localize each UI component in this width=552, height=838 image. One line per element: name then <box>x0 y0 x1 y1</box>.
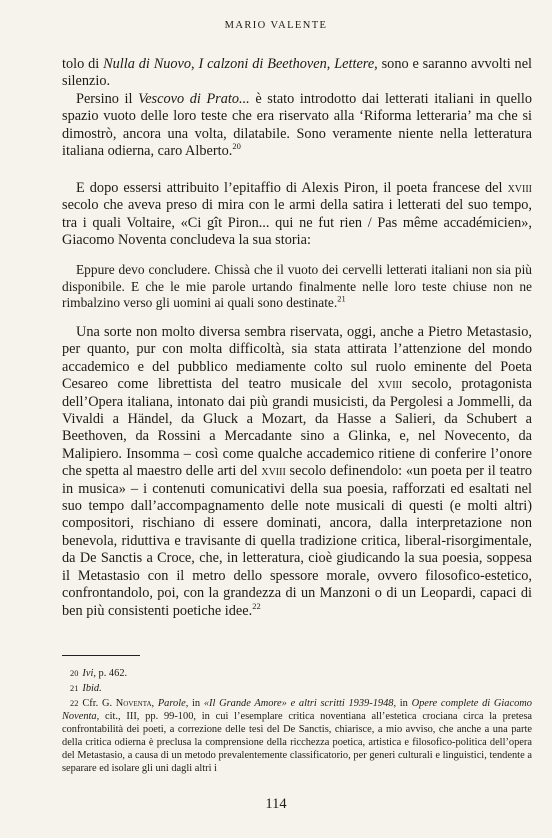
paragraph-4: Una sorte non molto diversa sembra riservata, oggi, anche a Pietro Metastasio, per quanto, pur con molta difficoltà, sia stata attirata l’attenzione del mondo accademico e del pubblico mediamente colto sul ruolo eminente del Poeta Cesareo come librettista del teatro musicale del xviii secolo, protagonista dell’Opera italiana, intonato dai più grandi musicisti, da Pergolesi a Jommelli, da Vivaldi a Händel, da Gluck a Mozart, da Hasse a Salieri, da Schubert a Beethoven, da Rossini a Mercadante sino a Glinka, e, nel Novecento, da Malipiero. Insomma – così come qualche accademico ritiene di conferire l’onore che spetta al maestro delle arti del xviii secolo definendolo: «un poeta per il teatro in musica» – i contenuti comunicativi della sua poesia, rafforzati ed esaltati nel suo tempo dall’accompagnamento delle note musicali di questi (e molti altri) compositori, rischiano di essere dominati, ancora, dalla interpretazione non benevola, riduttiva e travisante di quella tradizione critica, liberal-risorgimentale, da De Sanctis a Croce, che, in letteratura, cioè giudicando la sua poesia, soppesa il Metastasio con il metro dello spessore morale, ovvero filosofico-estetico, confrontandolo, poi, con la grandezza di un Manzoni o di un Leopardi, capaci di ben più consistenti poetiche idee.$^{22}$ <box>62 324 532 619</box>
footnote-20: 20 Ivi, p. 462. <box>70 668 128 679</box>
footnote-ref-22: 22 <box>252 600 261 611</box>
main-text-top <box>62 56 532 160</box>
paragraph-3: E dopo essersi attribuito l’epitaffio di Alexis Piron, il poeta francese del xviii secolo che aveva preso di mira con le armi della satira i letterati del suo tempo, tra i quali Voltaire, «Ci gît Piron... qui ne fut rien / Pas même accadémicien», Giacomo Noventa concludeva la sua storia: <box>62 180 532 249</box>
paragraph-1: tolo di Nulla di Nuovo, I calzoni di Beethoven, Lettere, sono e saranno avvolti nel silenzio. <box>62 56 533 90</box>
main-text-bottom <box>62 324 532 620</box>
running-head: MARIO VALENTE <box>224 20 328 31</box>
footnote-21: 21 Ibid. <box>70 683 102 694</box>
footnote-divider <box>62 655 140 656</box>
main-text-middle <box>62 180 532 250</box>
footnote-ref-21: 21 <box>337 293 346 304</box>
page-number: 114 <box>265 796 287 812</box>
footnotes <box>62 667 532 777</box>
footnote-ref-20: 20 <box>232 141 241 152</box>
block-quote: Eppure devo concludere. Chissà che il vuoto dei cervelli letterati italiani non sia più disponibile. E che le mie parole urtando finalmente nelle loro teste chiuse non ne rimbalzino verso gli uomini ai quali sono destinate.$^{21}$ <box>62 262 532 311</box>
footnote-22: 22 Cfr. G. Noventa, Parole, in «Il Grande Amore» e altri scritti 1939-1948, in Opere complete di Giacomo Noventa, cit., III, pp. 99-100, in cui l’esemplare critica noventiana all’estetica crociana circa la pretesa confrontabilità dei poeti, a correzione delle tesi del De Sanctis, chiarisce, a mio avviso, che anche a una parte della critica odierna è preclusa la comprensione della ricchezza poetica, artistica e filosofico-politica dell’opera del Metastasio, a causa di un metodo prevalentemente classificatorio, per generi culturali e linguistici, tendente a separare ed isolare gli uni dagli altri i <box>62 698 532 774</box>
paragraph-2: Persino il Vescovo di Prato... è stato introdotto dai letterati italiani in quello spazio vuoto delle loro teste che era riservato alla ‘Riforma letteraria’ ma che si dimostrò, ancora una volta, dilatabile. Sono veramente niente nella letteratura italiana odierna, caro Alberto.$^{20}$ <box>62 90 533 160</box>
